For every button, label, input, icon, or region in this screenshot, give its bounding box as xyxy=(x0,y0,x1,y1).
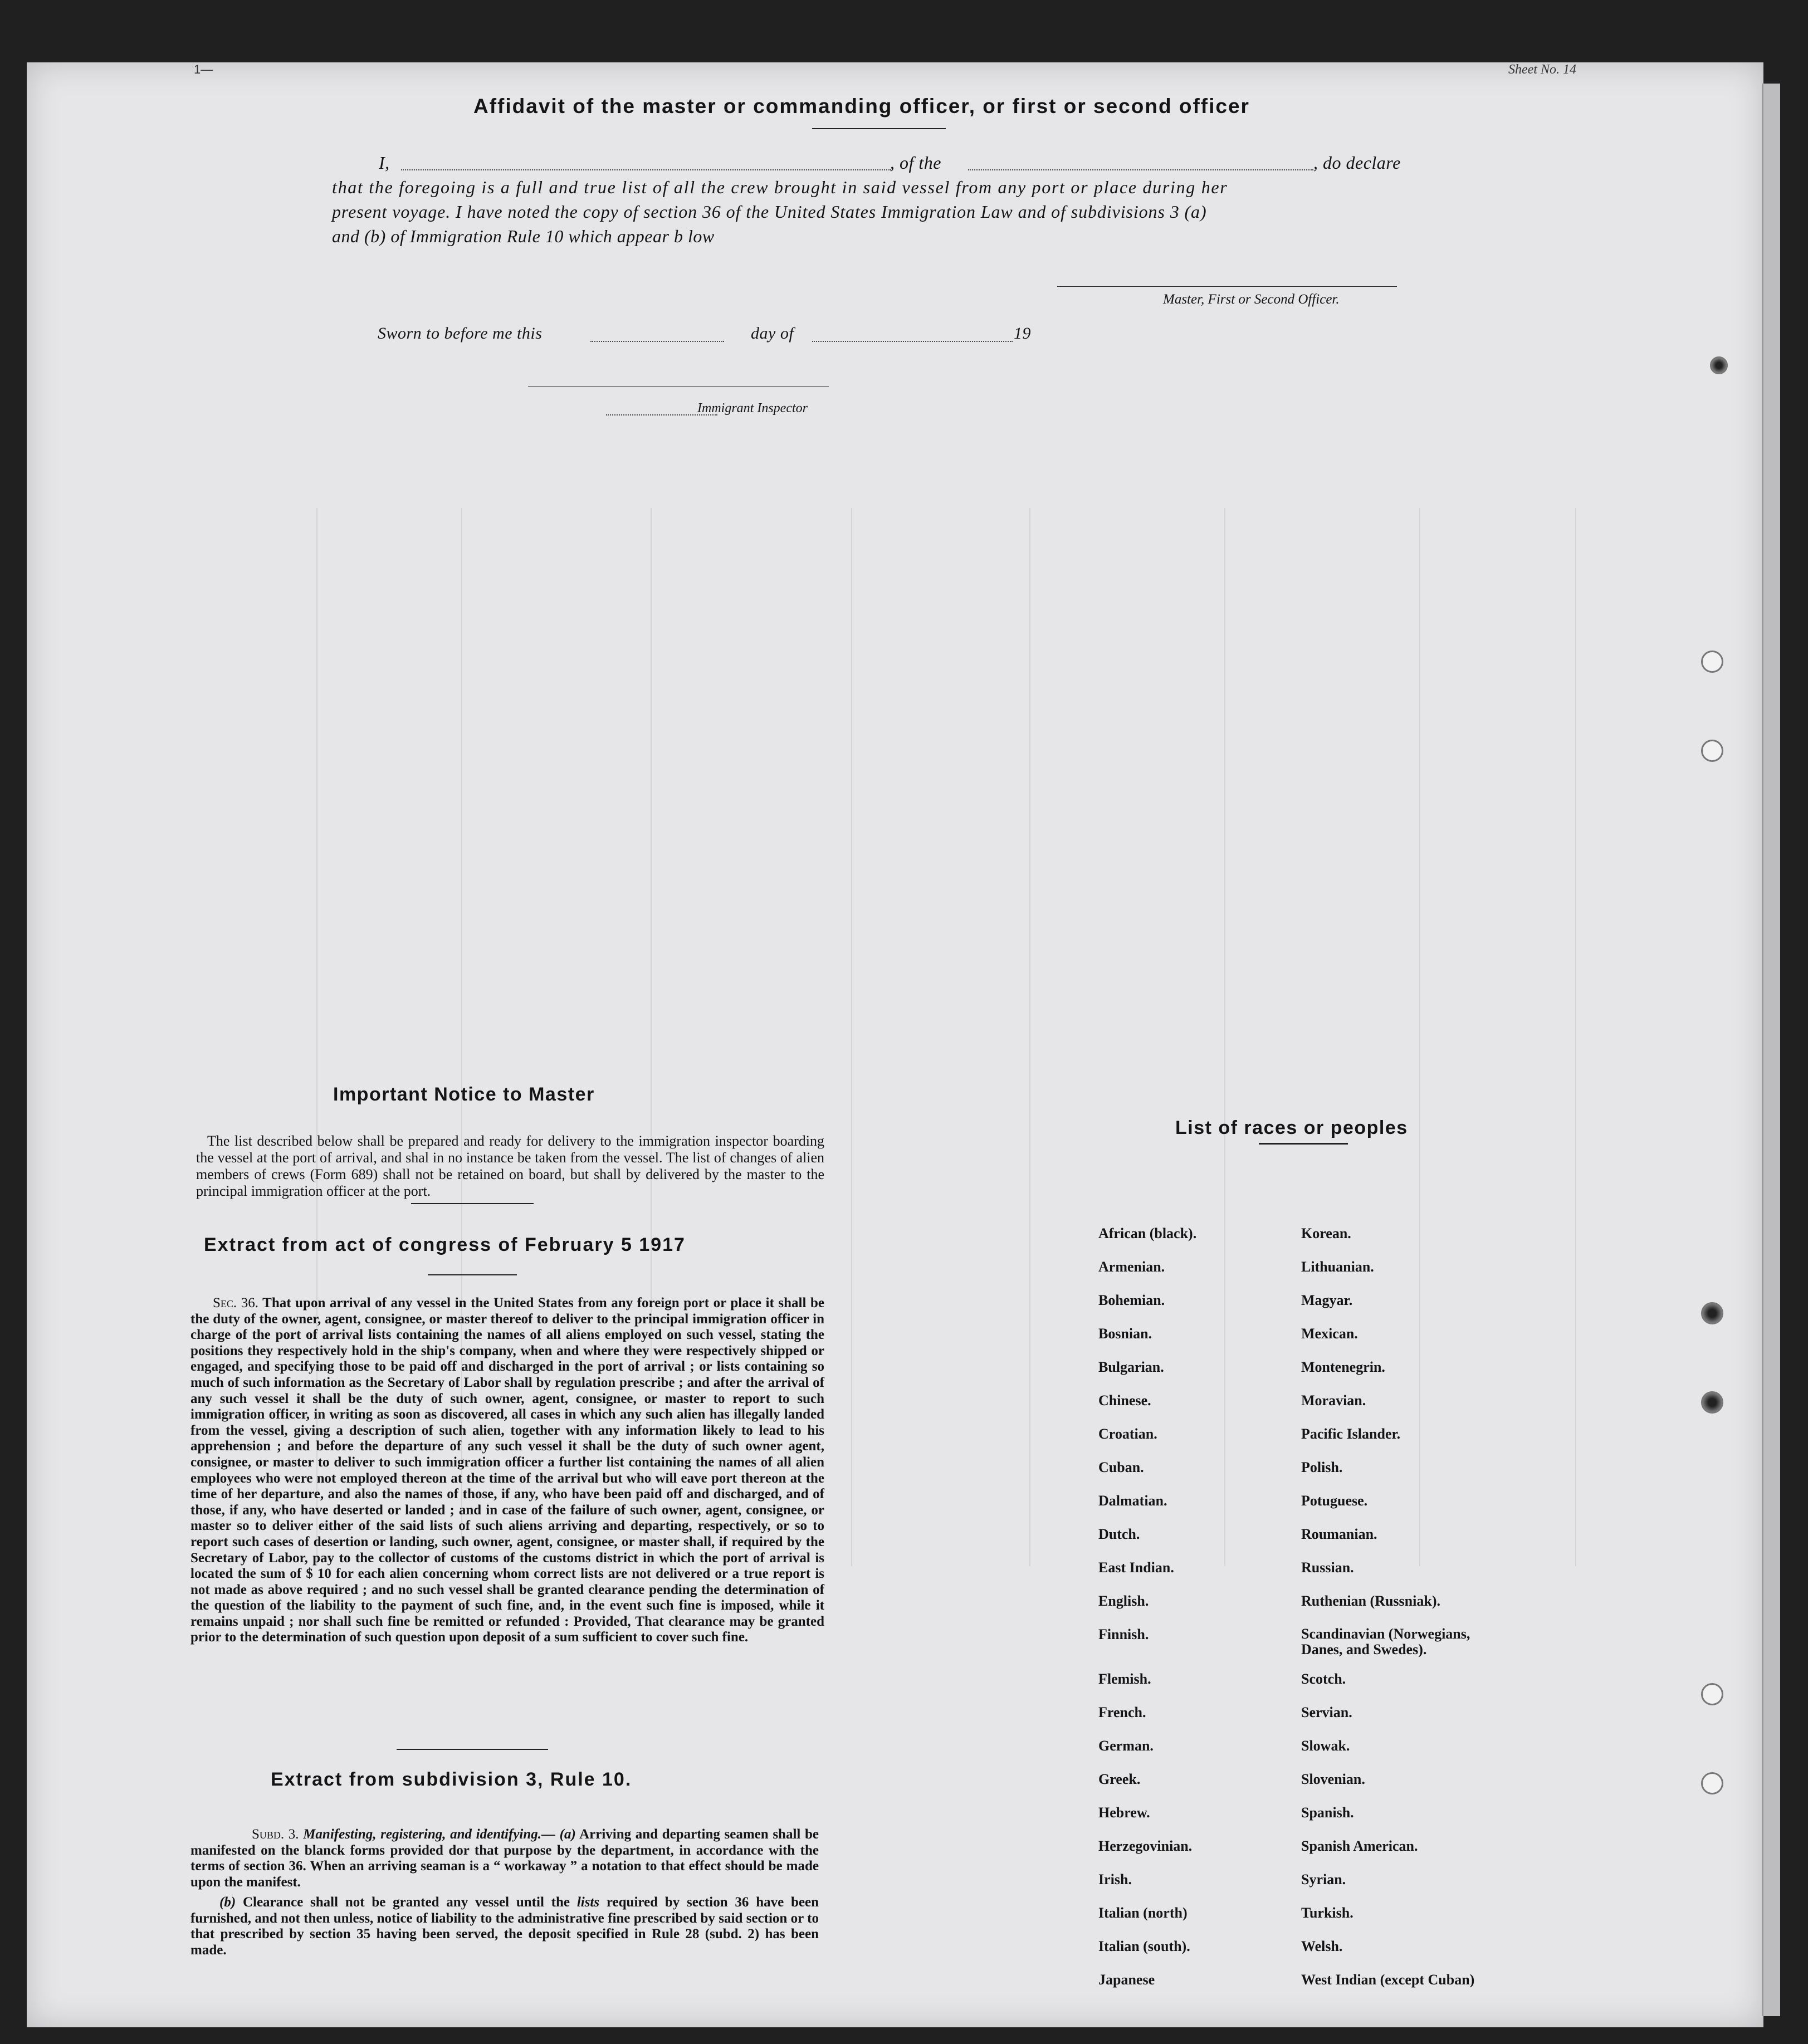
race-left-17: Hebrew. xyxy=(1098,1805,1150,1821)
affidavit-title: Affidavit of the master or commanding officer, or first or second officer xyxy=(473,95,1250,118)
race-left-19: Irish. xyxy=(1098,1871,1132,1887)
vessel-blank xyxy=(968,169,1313,170)
para-b-post: required by section 36 have been furnished, and not then unless, notice of liability to the administrative fine prescribed by said section or to that prescribed by section 35 having been served, the deposit specified in Rule 28 (subd. 2) has been made. xyxy=(190,1895,819,1958)
race-right-11: Ruthenian (Russniak). xyxy=(1301,1593,1440,1609)
sworn-month-blank xyxy=(812,341,1013,342)
para-a-label: — (a) xyxy=(541,1827,576,1842)
race-right-14: Servian. xyxy=(1301,1704,1352,1720)
affidavit-i-label: I, xyxy=(379,153,390,173)
race-right-17: Spanish. xyxy=(1301,1805,1354,1821)
punch-hole xyxy=(1701,1302,1723,1324)
races-title-underline xyxy=(1259,1143,1348,1145)
race-left-5: Chinese. xyxy=(1098,1392,1151,1409)
race-right-21: Welsh. xyxy=(1301,1938,1343,1954)
section-36-body: That upon arrival of any vessel in the United States from any foreign port or place it shall be the duty of the owner, agent, consignee, or master thereof to deliver to the principal immigration officer in charge of the port of arrival lists containing the names of all aliens employed on such vessel, stating the positions they respectively hold in the ship's company, when and where they were respectively shipped or engaged, and specifying those to be paid off and discharged in the port of arrival ; or lists containing so much of such information as the Secretary of Labor shall by regulation prescribe ; and after the arrival of any such vessel it shall be the duty of such owner, agent, consignee, or master to report to such immigration officer, in writing as soon as discovered, all cases in which any such alien has illegally landed from the vessel, giving a description of such alien, together with any information likely to lead to his apprehension ; and before the departure of any such vessel it shall be the duty of such owner agent, consignee, or master to deliver to such immigration officer a further list containing the names of all alien employees who were not employed thereon at the time of the arrival but who will eave port thereon at the time of her departure, and also the names of those, if any, who have been paid off and discharged, and of those, if any, who have deserted or landed ; and in case of the failure of such owner, agent, consignee, or master so to deliver either of the said lists of such aliens arriving and departing, respectively, or so to report such cases of desertion or landing, such owner, agent, consignee, or master shall, if required by the Secretary of Labor, pay to the collector of customs of the customs district in which the port of arrival is located the sum of $ 10 for each alien concerning whom correct lists are not delivered or a true report is not made as above required ; and no such vessel shall be granted clearance pending the determination of the question of the liability to the payment of such fine, and, in the event such fine is imposed, while it remains unpaid ; nor shall such fine be remitted or refunded : Provided, That clearance may be granted prior to the determination of such question upon deposit of a sum sufficient to cover such fine. xyxy=(190,1295,824,1645)
race-right-9: Roumanian. xyxy=(1301,1526,1377,1542)
name-blank xyxy=(401,169,891,170)
affidavit-line-3: present voyage. I have noted the copy of section 36 of the United States Immigration Law and of subdivisions 3 (a) xyxy=(332,202,1207,222)
race-right-1: Lithuanian. xyxy=(1301,1259,1374,1275)
race-right-2: Magyar. xyxy=(1301,1292,1353,1308)
rule-title: Extract from subdivision 3, Rule 10. xyxy=(271,1769,632,1790)
signature-caption: Master, First or Second Officer. xyxy=(1163,292,1340,307)
binding-edge xyxy=(1762,84,1780,2016)
para-a-body: Arriving and departing seamen shall be manifested on the blanck forms provided dor that purpose by the department, in accordance with the terms of section 36. When an arriving seaman is a “ workaway ” a notation to that effect should be made upon the manifest. xyxy=(190,1827,819,1890)
race-left-12: Finnish. xyxy=(1098,1626,1149,1642)
title-underline xyxy=(812,128,946,129)
sheet-label: Sheet No. 14 xyxy=(1508,62,1576,77)
race-left-4: Bulgarian. xyxy=(1098,1359,1164,1375)
race-left-7: Cuban. xyxy=(1098,1459,1144,1475)
act-title: Extract from act of congress of February 5 1917 xyxy=(204,1234,686,1255)
race-left-22: Japanese xyxy=(1098,1972,1155,1988)
sworn-prefix: Sworn to before me this xyxy=(378,324,543,343)
race-right-13: Scotch. xyxy=(1301,1671,1346,1687)
punch-hole xyxy=(1710,356,1728,374)
race-right-7: Polish. xyxy=(1301,1459,1343,1475)
race-right-12: Scandinavian (Norwegians, Danes, and Swedes). xyxy=(1301,1626,1470,1657)
inspector-caption: Immigrant Inspector xyxy=(697,401,808,415)
race-right-16: Slovenian. xyxy=(1301,1771,1365,1787)
race-left-1: Armenian. xyxy=(1098,1259,1165,1275)
act-lower-rule xyxy=(428,1274,517,1275)
punch-hole xyxy=(1701,651,1723,673)
rule-upper-rule xyxy=(397,1749,548,1750)
race-left-16: Greek. xyxy=(1098,1771,1141,1787)
race-left-14: French. xyxy=(1098,1704,1146,1720)
race-right-20: Turkish. xyxy=(1301,1905,1353,1921)
sworn-day-label: day of xyxy=(751,324,794,343)
signature-line xyxy=(1057,286,1397,287)
para-b-pre: Clearance shall not be granted any vessel until the xyxy=(242,1895,570,1910)
notice-title: Important Notice to Master xyxy=(333,1084,595,1105)
sworn-date-blank xyxy=(590,341,724,342)
race-right-19: Syrian. xyxy=(1301,1871,1346,1887)
subd-heading: Manifesting, registering, and identifying. xyxy=(303,1827,542,1842)
race-left-9: Dutch. xyxy=(1098,1526,1140,1542)
race-left-15: German. xyxy=(1098,1738,1154,1754)
rule-para-b xyxy=(190,1895,819,1958)
section-36-text xyxy=(190,1295,824,1646)
race-left-3: Bosnian. xyxy=(1098,1326,1152,1342)
race-left-10: East Indian. xyxy=(1098,1559,1174,1576)
race-right-0: Korean. xyxy=(1301,1225,1351,1241)
bleed-through-background xyxy=(27,62,1763,2027)
punch-hole xyxy=(1701,740,1723,762)
para-b-lists: lists xyxy=(576,1895,600,1910)
punch-hole xyxy=(1701,1772,1723,1794)
affidavit-of-the-label: , of the xyxy=(890,153,941,173)
race-left-6: Croatian. xyxy=(1098,1426,1157,1442)
notice-text: The list described below shall be prepared and ready for delivery to the immigration inspector boarding the vessel at the port of arrival, and shal in no instance be taken from the vessel. The list of changes of alien members of crews (Form 689) shall not be retained on board, but shall by delivered by the master to the principal immigration officer at the port. xyxy=(196,1133,824,1199)
race-left-0: African (black). xyxy=(1098,1225,1197,1241)
race-left-21: Italian (south). xyxy=(1098,1938,1190,1954)
sworn-year-label: 19 xyxy=(1014,324,1031,343)
race-right-8: Potuguese. xyxy=(1301,1493,1368,1509)
para-b-label: (b) xyxy=(219,1895,236,1910)
manifest-sheet xyxy=(27,62,1763,2027)
races-title: List of races or peoples xyxy=(1175,1117,1408,1138)
race-left-2: Bohemian. xyxy=(1098,1292,1165,1308)
race-right-6: Pacific Islander. xyxy=(1301,1426,1401,1442)
affidavit-line-4: and (b) of Immigration Rule 10 which appear b low xyxy=(332,226,715,246)
race-right-18: Spanish American. xyxy=(1301,1838,1418,1854)
race-right-15: Slowak. xyxy=(1301,1738,1350,1754)
race-left-20: Italian (north) xyxy=(1098,1905,1188,1921)
race-right-5: Moravian. xyxy=(1301,1392,1366,1409)
race-right-10: Russian. xyxy=(1301,1559,1354,1576)
affidavit-line-2: that the foregoing is a full and true list of all the crew brought in said vessel from any port or place during her xyxy=(332,177,1228,197)
race-left-11: English. xyxy=(1098,1593,1149,1609)
race-left-8: Dalmatian. xyxy=(1098,1493,1167,1509)
race-left-18: Herzegovinian. xyxy=(1098,1838,1193,1854)
punch-hole xyxy=(1701,1391,1723,1414)
subd-label: Subd. 3. xyxy=(252,1827,299,1842)
corner-mark: 1— xyxy=(194,62,213,76)
race-right-22: West Indian (except Cuban) xyxy=(1301,1972,1475,1988)
section-36-label: Sec. 36. xyxy=(213,1295,258,1310)
race-left-13: Flemish. xyxy=(1098,1671,1151,1687)
rule-para-a xyxy=(190,1827,819,1890)
affidavit-declare-label: , do declare xyxy=(1313,153,1401,173)
punch-hole xyxy=(1701,1683,1723,1705)
race-right-4: Montenegrin. xyxy=(1301,1359,1385,1375)
act-upper-rule xyxy=(411,1203,534,1204)
race-right-3: Mexican. xyxy=(1301,1326,1358,1342)
